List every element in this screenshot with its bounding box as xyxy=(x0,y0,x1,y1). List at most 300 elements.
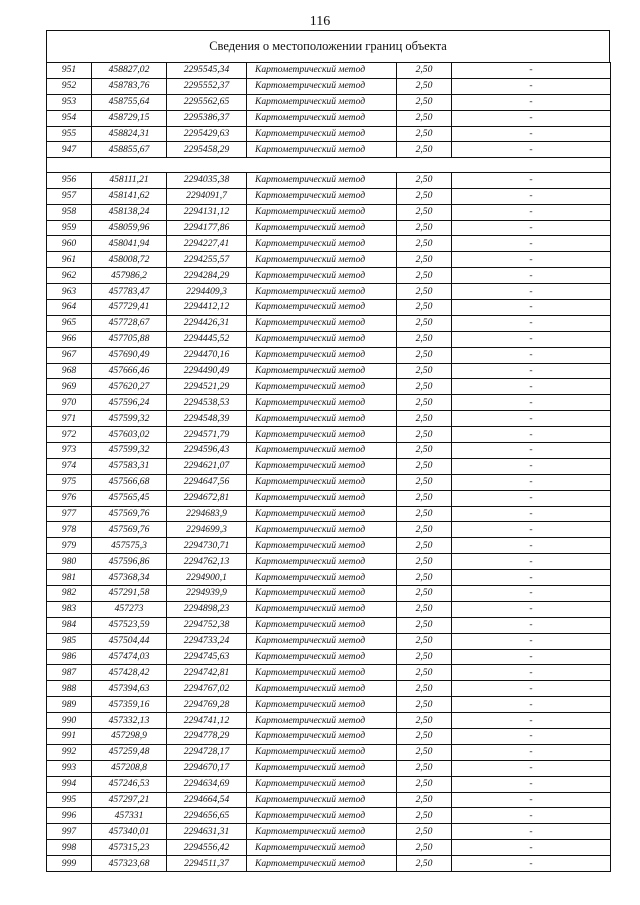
cell-x-coordinate: 458111,21 xyxy=(92,172,167,188)
cell-accuracy: 2,50 xyxy=(397,633,452,649)
table-row xyxy=(47,458,611,474)
cell-method: Картометрический метод xyxy=(247,204,397,220)
table-row xyxy=(47,299,611,315)
cell-note: - xyxy=(452,792,611,808)
cell-accuracy: 2,50 xyxy=(397,442,452,458)
cell-accuracy: 2,50 xyxy=(397,538,452,554)
cell-y-coordinate: 2294177,86 xyxy=(167,220,247,236)
table-row xyxy=(47,856,611,872)
cell-method: Картометрический метод xyxy=(247,126,397,142)
cell-method: Картометрический метод xyxy=(247,110,397,126)
table-row xyxy=(47,522,611,538)
table-row xyxy=(47,236,611,252)
table-row xyxy=(47,824,611,840)
cell-method: Картометрический метод xyxy=(247,856,397,872)
cell-point-number: 958 xyxy=(47,204,92,220)
table-row xyxy=(47,633,611,649)
cell-y-coordinate: 2294762,13 xyxy=(167,554,247,570)
cell-note: - xyxy=(452,252,611,268)
cell-point-number: 982 xyxy=(47,586,92,602)
cell-point-number: 965 xyxy=(47,315,92,331)
table-row xyxy=(47,172,611,188)
cell-accuracy: 2,50 xyxy=(397,665,452,681)
cell-point-number: 976 xyxy=(47,490,92,506)
cell-x-coordinate: 458041,94 xyxy=(92,236,167,252)
cell-note: - xyxy=(452,856,611,872)
cell-y-coordinate: 2294634,69 xyxy=(167,776,247,792)
coordinates-table xyxy=(46,62,611,872)
cell-x-coordinate: 457208,8 xyxy=(92,760,167,776)
table-row xyxy=(47,570,611,586)
cell-point-number: 956 xyxy=(47,172,92,188)
cell-note: - xyxy=(452,236,611,252)
cell-accuracy: 2,50 xyxy=(397,729,452,745)
cell-y-coordinate: 2294672,81 xyxy=(167,490,247,506)
table-row xyxy=(47,347,611,363)
cell-accuracy: 2,50 xyxy=(397,220,452,236)
table-row xyxy=(47,220,611,236)
cell-accuracy: 2,50 xyxy=(397,236,452,252)
cell-note: - xyxy=(452,538,611,554)
cell-accuracy: 2,50 xyxy=(397,570,452,586)
cell-y-coordinate: 2295458,29 xyxy=(167,142,247,158)
cell-point-number: 975 xyxy=(47,474,92,490)
coordinates-table-body xyxy=(47,63,611,872)
cell-note: - xyxy=(452,649,611,665)
cell-accuracy: 2,50 xyxy=(397,284,452,300)
cell-note: - xyxy=(452,78,611,94)
cell-method: Картометрический метод xyxy=(247,474,397,490)
cell-y-coordinate: 2295562,65 xyxy=(167,94,247,110)
cell-point-number: 969 xyxy=(47,379,92,395)
cell-y-coordinate: 2294131,12 xyxy=(167,204,247,220)
cell-accuracy: 2,50 xyxy=(397,172,452,188)
cell-point-number: 992 xyxy=(47,744,92,760)
table-row xyxy=(47,204,611,220)
cell-y-coordinate: 2294490,49 xyxy=(167,363,247,379)
cell-accuracy: 2,50 xyxy=(397,347,452,363)
cell-point-number: 954 xyxy=(47,110,92,126)
cell-point-number: 963 xyxy=(47,284,92,300)
cell-y-coordinate: 2294898,23 xyxy=(167,601,247,617)
cell-note: - xyxy=(452,284,611,300)
cell-note: - xyxy=(452,188,611,204)
cell-x-coordinate: 457323,68 xyxy=(92,856,167,872)
cell-y-coordinate: 2295552,37 xyxy=(167,78,247,94)
cell-point-number: 991 xyxy=(47,729,92,745)
cell-y-coordinate: 2294091,7 xyxy=(167,188,247,204)
cell-point-number: 981 xyxy=(47,570,92,586)
cell-x-coordinate: 457368,34 xyxy=(92,570,167,586)
cell-accuracy: 2,50 xyxy=(397,490,452,506)
cell-method: Картометрический метод xyxy=(247,490,397,506)
cell-point-number: 987 xyxy=(47,665,92,681)
cell-point-number: 996 xyxy=(47,808,92,824)
cell-point-number: 970 xyxy=(47,395,92,411)
cell-accuracy: 2,50 xyxy=(397,395,452,411)
cell-method: Картометрический метод xyxy=(247,792,397,808)
cell-note: - xyxy=(452,315,611,331)
cell-point-number: 951 xyxy=(47,63,92,79)
cell-accuracy: 2,50 xyxy=(397,315,452,331)
table-row xyxy=(47,697,611,713)
cell-accuracy: 2,50 xyxy=(397,331,452,347)
cell-y-coordinate: 2294521,29 xyxy=(167,379,247,395)
cell-accuracy: 2,50 xyxy=(397,63,452,79)
table-row xyxy=(47,776,611,792)
cell-method: Картометрический метод xyxy=(247,379,397,395)
cell-method: Картометрический метод xyxy=(247,665,397,681)
cell-method: Картометрический метод xyxy=(247,411,397,427)
cell-method: Картометрический метод xyxy=(247,442,397,458)
cell-y-coordinate: 2294767,02 xyxy=(167,681,247,697)
cell-accuracy: 2,50 xyxy=(397,126,452,142)
cell-note: - xyxy=(452,490,611,506)
cell-note: - xyxy=(452,268,611,284)
cell-note: - xyxy=(452,633,611,649)
cell-x-coordinate: 457523,59 xyxy=(92,617,167,633)
cell-point-number: 986 xyxy=(47,649,92,665)
cell-accuracy: 2,50 xyxy=(397,110,452,126)
cell-y-coordinate: 2294670,17 xyxy=(167,760,247,776)
table-row xyxy=(47,442,611,458)
cell-note: - xyxy=(452,776,611,792)
cell-y-coordinate: 2294778,29 xyxy=(167,729,247,745)
cell-method: Картометрический метод xyxy=(247,729,397,745)
cell-y-coordinate: 2294742,81 xyxy=(167,665,247,681)
cell-point-number: 959 xyxy=(47,220,92,236)
cell-method: Картометрический метод xyxy=(247,697,397,713)
cell-x-coordinate: 458755,64 xyxy=(92,94,167,110)
cell-method: Картометрический метод xyxy=(247,776,397,792)
cell-note: - xyxy=(452,172,611,188)
cell-point-number: 968 xyxy=(47,363,92,379)
cell-y-coordinate: 2294730,71 xyxy=(167,538,247,554)
table-row xyxy=(47,744,611,760)
cell-point-number: 985 xyxy=(47,633,92,649)
cell-note: - xyxy=(452,522,611,538)
cell-method: Картометрический метод xyxy=(247,299,397,315)
cell-accuracy: 2,50 xyxy=(397,506,452,522)
cell-note: - xyxy=(452,681,611,697)
table-row xyxy=(47,315,611,331)
cell-accuracy: 2,50 xyxy=(397,427,452,443)
cell-x-coordinate: 457596,24 xyxy=(92,395,167,411)
cell-y-coordinate: 2294412,12 xyxy=(167,299,247,315)
cell-x-coordinate: 457620,27 xyxy=(92,379,167,395)
table-row xyxy=(47,78,611,94)
cell-method: Картометрический метод xyxy=(247,172,397,188)
table-row xyxy=(47,840,611,856)
cell-x-coordinate: 457332,13 xyxy=(92,713,167,729)
table-row xyxy=(47,427,611,443)
cell-x-coordinate: 457690,49 xyxy=(92,347,167,363)
cell-point-number: 964 xyxy=(47,299,92,315)
cell-x-coordinate: 458008,72 xyxy=(92,252,167,268)
cell-y-coordinate: 2294470,16 xyxy=(167,347,247,363)
cell-method: Картометрический метод xyxy=(247,824,397,840)
cell-x-coordinate: 457315,23 xyxy=(92,840,167,856)
cell-point-number: 947 xyxy=(47,142,92,158)
cell-point-number: 972 xyxy=(47,427,92,443)
cell-x-coordinate: 457666,46 xyxy=(92,363,167,379)
cell-accuracy: 2,50 xyxy=(397,601,452,617)
cell-accuracy: 2,50 xyxy=(397,744,452,760)
cell-point-number: 998 xyxy=(47,840,92,856)
cell-x-coordinate: 457428,42 xyxy=(92,665,167,681)
cell-point-number: 977 xyxy=(47,506,92,522)
page-number: 116 xyxy=(309,14,331,29)
cell-point-number: 973 xyxy=(47,442,92,458)
table-row xyxy=(47,188,611,204)
cell-y-coordinate: 2294939,9 xyxy=(167,586,247,602)
cell-method: Картометрический метод xyxy=(247,236,397,252)
cell-point-number: 961 xyxy=(47,252,92,268)
cell-accuracy: 2,50 xyxy=(397,252,452,268)
cell-y-coordinate: 2294538,53 xyxy=(167,395,247,411)
cell-point-number: 999 xyxy=(47,856,92,872)
cell-note: - xyxy=(452,586,611,602)
cell-x-coordinate: 457705,88 xyxy=(92,331,167,347)
cell-y-coordinate: 2294647,56 xyxy=(167,474,247,490)
table-row xyxy=(47,665,611,681)
cell-x-coordinate: 458783,76 xyxy=(92,78,167,94)
cell-point-number: 997 xyxy=(47,824,92,840)
cell-x-coordinate: 457565,45 xyxy=(92,490,167,506)
cell-method: Картометрический метод xyxy=(247,395,397,411)
table-row xyxy=(47,252,611,268)
cell-y-coordinate: 2294445,52 xyxy=(167,331,247,347)
cell-note: - xyxy=(452,570,611,586)
cell-x-coordinate: 457291,58 xyxy=(92,586,167,602)
cell-note: - xyxy=(452,824,611,840)
cell-note: - xyxy=(452,379,611,395)
cell-note: - xyxy=(452,395,611,411)
separator-cell xyxy=(47,158,611,173)
cell-method: Картометрический метод xyxy=(247,78,397,94)
cell-point-number: 993 xyxy=(47,760,92,776)
cell-method: Картометрический метод xyxy=(247,284,397,300)
cell-method: Картометрический метод xyxy=(247,458,397,474)
cell-note: - xyxy=(452,760,611,776)
cell-method: Картометрический метод xyxy=(247,649,397,665)
cell-x-coordinate: 458141,62 xyxy=(92,188,167,204)
cell-x-coordinate: 457394,63 xyxy=(92,681,167,697)
cell-y-coordinate: 2294255,57 xyxy=(167,252,247,268)
cell-x-coordinate: 457359,16 xyxy=(92,697,167,713)
table-row xyxy=(47,601,611,617)
cell-point-number: 980 xyxy=(47,554,92,570)
table-row xyxy=(47,63,611,79)
cell-method: Картометрический метод xyxy=(247,538,397,554)
cell-note: - xyxy=(452,458,611,474)
cell-x-coordinate: 458138,24 xyxy=(92,204,167,220)
cell-accuracy: 2,50 xyxy=(397,649,452,665)
cell-method: Картометрический метод xyxy=(247,760,397,776)
cell-note: - xyxy=(452,347,611,363)
cell-note: - xyxy=(452,204,611,220)
cell-point-number: 974 xyxy=(47,458,92,474)
table-row xyxy=(47,681,611,697)
cell-note: - xyxy=(452,506,611,522)
cell-method: Картометрический метод xyxy=(247,840,397,856)
table-row xyxy=(47,331,611,347)
cell-method: Картометрический метод xyxy=(247,554,397,570)
cell-method: Картометрический метод xyxy=(247,315,397,331)
cell-x-coordinate: 457246,53 xyxy=(92,776,167,792)
cell-y-coordinate: 2294284,29 xyxy=(167,268,247,284)
cell-note: - xyxy=(452,411,611,427)
cell-method: Картометрический метод xyxy=(247,681,397,697)
boundary-table-document xyxy=(46,30,610,872)
cell-note: - xyxy=(452,808,611,824)
table-row xyxy=(47,586,611,602)
cell-method: Картометрический метод xyxy=(247,570,397,586)
cell-y-coordinate: 2294900,1 xyxy=(167,570,247,586)
cell-x-coordinate: 457504,44 xyxy=(92,633,167,649)
cell-point-number: 988 xyxy=(47,681,92,697)
cell-note: - xyxy=(452,63,611,79)
cell-x-coordinate: 458855,67 xyxy=(92,142,167,158)
table-row xyxy=(47,554,611,570)
cell-accuracy: 2,50 xyxy=(397,713,452,729)
cell-note: - xyxy=(452,299,611,315)
table-row xyxy=(47,490,611,506)
cell-y-coordinate: 2294596,43 xyxy=(167,442,247,458)
cell-x-coordinate: 458824,31 xyxy=(92,126,167,142)
cell-point-number: 995 xyxy=(47,792,92,808)
cell-method: Картометрический метод xyxy=(247,220,397,236)
cell-y-coordinate: 2294621,07 xyxy=(167,458,247,474)
table-row xyxy=(47,760,611,776)
cell-accuracy: 2,50 xyxy=(397,268,452,284)
cell-accuracy: 2,50 xyxy=(397,411,452,427)
cell-note: - xyxy=(452,142,611,158)
cell-point-number: 955 xyxy=(47,126,92,142)
cell-accuracy: 2,50 xyxy=(397,776,452,792)
cell-point-number: 978 xyxy=(47,522,92,538)
table-separator-row xyxy=(47,158,611,173)
cell-y-coordinate: 2294631,31 xyxy=(167,824,247,840)
cell-x-coordinate: 457297,21 xyxy=(92,792,167,808)
cell-x-coordinate: 457569,76 xyxy=(92,522,167,538)
cell-x-coordinate: 457340,01 xyxy=(92,824,167,840)
cell-x-coordinate: 458827,02 xyxy=(92,63,167,79)
cell-accuracy: 2,50 xyxy=(397,554,452,570)
cell-accuracy: 2,50 xyxy=(397,474,452,490)
table-row xyxy=(47,713,611,729)
table-row xyxy=(47,126,611,142)
cell-note: - xyxy=(452,729,611,745)
cell-method: Картометрический метод xyxy=(247,633,397,649)
cell-y-coordinate: 2294769,28 xyxy=(167,697,247,713)
cell-note: - xyxy=(452,427,611,443)
cell-method: Картометрический метод xyxy=(247,427,397,443)
cell-point-number: 967 xyxy=(47,347,92,363)
cell-point-number: 983 xyxy=(47,601,92,617)
cell-y-coordinate: 2294035,38 xyxy=(167,172,247,188)
cell-x-coordinate: 457729,41 xyxy=(92,299,167,315)
table-row xyxy=(47,284,611,300)
cell-accuracy: 2,50 xyxy=(397,840,452,856)
cell-note: - xyxy=(452,617,611,633)
cell-note: - xyxy=(452,442,611,458)
cell-method: Картометрический метод xyxy=(247,188,397,204)
cell-note: - xyxy=(452,713,611,729)
cell-method: Картометрический метод xyxy=(247,808,397,824)
cell-method: Картометрический метод xyxy=(247,522,397,538)
cell-x-coordinate: 457603,02 xyxy=(92,427,167,443)
cell-y-coordinate: 2294699,3 xyxy=(167,522,247,538)
cell-x-coordinate: 457596,86 xyxy=(92,554,167,570)
cell-note: - xyxy=(452,554,611,570)
cell-note: - xyxy=(452,665,611,681)
cell-point-number: 990 xyxy=(47,713,92,729)
cell-method: Картометрический метод xyxy=(247,63,397,79)
cell-x-coordinate: 457728,67 xyxy=(92,315,167,331)
table-row xyxy=(47,94,611,110)
cell-x-coordinate: 457298,9 xyxy=(92,729,167,745)
cell-point-number: 953 xyxy=(47,94,92,110)
cell-x-coordinate: 457583,31 xyxy=(92,458,167,474)
cell-method: Картометрический метод xyxy=(247,363,397,379)
cell-note: - xyxy=(452,110,611,126)
cell-y-coordinate: 2294656,65 xyxy=(167,808,247,824)
cell-x-coordinate: 457569,76 xyxy=(92,506,167,522)
cell-y-coordinate: 2294683,9 xyxy=(167,506,247,522)
table-row xyxy=(47,729,611,745)
cell-accuracy: 2,50 xyxy=(397,188,452,204)
cell-y-coordinate: 2294548,39 xyxy=(167,411,247,427)
cell-x-coordinate: 458059,96 xyxy=(92,220,167,236)
cell-x-coordinate: 457783,47 xyxy=(92,284,167,300)
table-row xyxy=(47,506,611,522)
cell-method: Картометрический метод xyxy=(247,744,397,760)
cell-note: - xyxy=(452,220,611,236)
cell-point-number: 989 xyxy=(47,697,92,713)
cell-note: - xyxy=(452,744,611,760)
cell-x-coordinate: 457566,68 xyxy=(92,474,167,490)
cell-y-coordinate: 2294409,3 xyxy=(167,284,247,300)
cell-accuracy: 2,50 xyxy=(397,824,452,840)
cell-note: - xyxy=(452,474,611,490)
cell-y-coordinate: 2294426,31 xyxy=(167,315,247,331)
cell-y-coordinate: 2294741,12 xyxy=(167,713,247,729)
cell-accuracy: 2,50 xyxy=(397,760,452,776)
cell-accuracy: 2,50 xyxy=(397,299,452,315)
cell-method: Картометрический метод xyxy=(247,506,397,522)
cell-note: - xyxy=(452,331,611,347)
cell-method: Картометрический метод xyxy=(247,252,397,268)
cell-note: - xyxy=(452,363,611,379)
cell-accuracy: 2,50 xyxy=(397,458,452,474)
cell-method: Картометрический метод xyxy=(247,347,397,363)
cell-accuracy: 2,50 xyxy=(397,94,452,110)
cell-accuracy: 2,50 xyxy=(397,856,452,872)
cell-note: - xyxy=(452,601,611,617)
cell-y-coordinate: 2295429,63 xyxy=(167,126,247,142)
cell-method: Картометрический метод xyxy=(247,94,397,110)
cell-point-number: 994 xyxy=(47,776,92,792)
cell-accuracy: 2,50 xyxy=(397,78,452,94)
cell-point-number: 952 xyxy=(47,78,92,94)
table-row xyxy=(47,538,611,554)
cell-method: Картометрический метод xyxy=(247,586,397,602)
cell-x-coordinate: 458729,15 xyxy=(92,110,167,126)
cell-x-coordinate: 457986,2 xyxy=(92,268,167,284)
table-row xyxy=(47,474,611,490)
table-row xyxy=(47,363,611,379)
